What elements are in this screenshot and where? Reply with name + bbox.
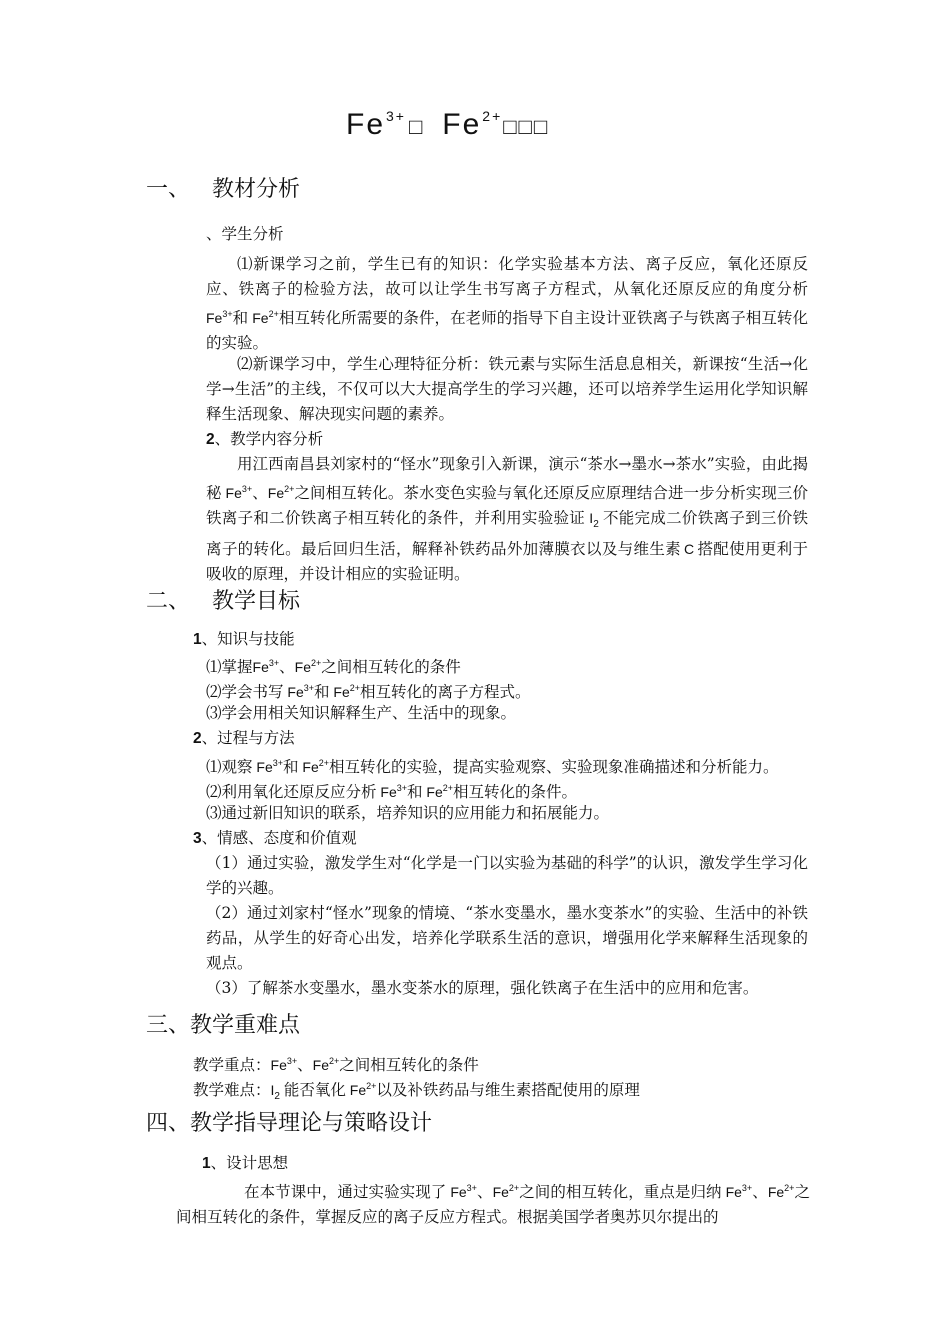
subheading-number: 2 xyxy=(206,431,215,448)
text: 、 xyxy=(297,1056,313,1074)
goal-number: 1 xyxy=(193,631,202,648)
fe2-formula: $Fe^{2+}$ xyxy=(294,658,322,675)
title-missing-glyphs: □□□ xyxy=(503,114,550,139)
subheading-text: 、教学内容分析 xyxy=(214,430,324,448)
text: 之间相互转化。茶水变色实验与氧化还原反应原理结合进一步分析实现三价铁离子和二价铁离子相互转化的条件，并利用实验验证 xyxy=(206,484,808,527)
text: 不能完成二价铁离子到三价铁离子的转化。最后回归生活，解释补铁药品外加薄膜衣以及与维生素 xyxy=(206,509,808,558)
text: 用江西南昌县刘家村的“怪水”现象引入新课，演示“茶水→墨水→茶水”实验，由此揭秘 xyxy=(206,455,808,502)
fe3-formula: $Fe^{3+}$ xyxy=(725,1183,753,1200)
text: 、 xyxy=(252,484,268,502)
text: 相互转化的离子方程式。 xyxy=(360,683,531,701)
text: 之间相互转化的条件 xyxy=(321,658,461,676)
goal-3-item-1: （1）通过实验，激发学生对“化学是一门以实验为基础的科学”的认识，激发学生学习化学的兴趣。 xyxy=(206,854,808,897)
fe3-formula: $Fe^{3+}$ xyxy=(380,783,408,800)
title-sup-2: 2+ xyxy=(482,108,503,124)
design-paragraph xyxy=(176,1176,810,1230)
section-heading-2 xyxy=(146,584,300,615)
text: 和 xyxy=(314,683,330,701)
fe3-formula: $Fe^{3+}$ xyxy=(225,484,253,501)
section-title: 教学目标 xyxy=(212,589,301,614)
subheading-content xyxy=(206,427,323,452)
title-fe: Fe xyxy=(346,108,386,141)
goal-number: 3 xyxy=(193,830,202,847)
text: 教学难点： xyxy=(193,1081,271,1099)
goal-heading-2 xyxy=(193,726,295,751)
title-sup-3: 3+ xyxy=(386,108,406,124)
text: ⑵利用氧化还原反应分析 xyxy=(206,783,377,801)
fe3-formula: $Fe^{3+}$ xyxy=(287,683,315,700)
text: 以及补铁药品与维生素搭配使用的原理 xyxy=(376,1081,640,1099)
goal-title: 、知识与技能 xyxy=(201,630,295,648)
fe2-formula: $Fe^{2+}$ xyxy=(252,309,279,326)
text: 能否氧化 xyxy=(283,1081,346,1099)
text: 、 xyxy=(752,1183,768,1201)
text: 搭配使用更利于吸收的原理，并设计相应的实验证明。 xyxy=(206,540,808,583)
goal-number: 2 xyxy=(193,730,202,747)
text: 教学重点： xyxy=(193,1056,271,1074)
paragraph-student-2: ⑵新课学习中，学生心理特征分析：铁元素与实际生活息息相关，新课按“生活→化学→生活”的主线，不仅可以大大提高学生的学习兴趣，还可以培养学生运用化学知识解释生活现象、解决现实问题的素养。 xyxy=(206,355,808,423)
fe3-formula: $Fe^{3+}$ xyxy=(206,309,233,326)
text: 、 xyxy=(476,1183,493,1201)
text: 和 xyxy=(232,309,249,327)
fe3-formula: $Fe^{3+}$ xyxy=(256,758,284,775)
text: 和 xyxy=(283,758,299,776)
fe3-formula: $Fe^{3+}$ xyxy=(450,1183,477,1200)
goal-3-item-3: （3）了解茶水变墨水，墨水变茶水的原理，强化铁离子在生活中的应用和危害。 xyxy=(206,979,759,997)
paragraph-content xyxy=(206,452,808,587)
iodine-formula: $I_2$ xyxy=(270,1082,280,1102)
text: 在本节课中，通过实验实现了 xyxy=(244,1183,447,1201)
goal-1-item-3: ⑶学会用相关知识解释生产、生活中的现象。 xyxy=(206,704,517,722)
doc-title xyxy=(346,108,549,142)
goal-title: 、情感、态度和价值观 xyxy=(201,829,357,847)
section-heading-1 xyxy=(146,172,300,203)
goal-heading-3 xyxy=(193,826,357,851)
title-missing-glyph: □ xyxy=(408,114,425,139)
fe2-formula: $Fe^{2+}$ xyxy=(426,783,454,800)
fe2-formula: $Fe^{2+}$ xyxy=(302,758,330,775)
section-number: 一、 xyxy=(146,177,191,202)
design-subheading xyxy=(202,1151,288,1176)
goal-3-item-2: （2）通过刘家村“怪水”现象的情境、“茶水变墨水，墨水变茶水”的实验、生活中的补铁药品，从学生的好奇心出发，培养化学联系生活的意识，增强用化学来解释生活现象的观点。 xyxy=(206,904,808,972)
subheading-text: 、设计思想 xyxy=(210,1154,289,1172)
section-title: 教材分析 xyxy=(212,177,301,202)
text: 相互转化的条件。 xyxy=(453,783,578,801)
fe2-formula: $Fe^{2+}$ xyxy=(492,1183,520,1200)
vitamin-c: C xyxy=(684,541,695,557)
iodine-formula: $I_2$ xyxy=(589,510,599,530)
fe3-formula: $Fe^{3+}$ xyxy=(252,658,280,675)
goal-heading-1 xyxy=(193,627,295,652)
text: ⑴掌握 xyxy=(206,658,253,676)
text: 、 xyxy=(279,658,295,676)
text: 之间相互转化的条件，掌握反应的离子反应方程式。根据美国学者奥苏贝尔提出的 xyxy=(176,1183,810,1226)
fe2-formula: $Fe^{2+}$ xyxy=(267,484,295,501)
goal-title: 、过程与方法 xyxy=(201,729,295,747)
title-fe: Fe xyxy=(442,108,482,141)
fe2-formula: $Fe^{2+}$ xyxy=(312,1056,340,1073)
text: 之间相互转化的条件 xyxy=(339,1056,479,1074)
paragraph-student-1 xyxy=(206,252,808,356)
fe2-formula: $Fe^{2+}$ xyxy=(333,683,361,700)
text: ⑴新课学习之前，学生已有的知识：化学实验基本方法、离子反应，氧化还原反应、铁离子的检验方法，故可以让学生书写离子方程式，从氧化还原反应的角度分析 xyxy=(206,255,808,298)
fe2-formula: $Fe^{2+}$ xyxy=(349,1081,377,1098)
text: ⑵学会书写 xyxy=(206,683,284,701)
text: 之间的相互转化，重点是归纳 xyxy=(519,1183,722,1201)
text: 和 xyxy=(407,783,423,801)
fe3-formula: $Fe^{3+}$ xyxy=(270,1056,298,1073)
text: 相互转化所需要的条件，在老师的指导下自主设计亚铁离子与铁离子相互转化的实验。 xyxy=(206,309,808,352)
section-heading-3: 三、教学重难点 xyxy=(146,1013,301,1038)
difficult-point xyxy=(193,1074,640,1109)
fe2-formula: $Fe^{2+}$ xyxy=(767,1183,795,1200)
section-number: 二、 xyxy=(146,589,191,614)
subheading-student: 、学生分析 xyxy=(206,225,284,243)
text: 相互转化的实验，提高实验观察、实验现象准确描述和分析能力。 xyxy=(329,758,779,776)
goal-2-item-3: ⑶通过新旧知识的联系，培养知识的应用能力和拓展能力。 xyxy=(206,804,610,822)
section-heading-4: 四、教学指导理论与策略设计 xyxy=(146,1111,433,1136)
text: ⑴观察 xyxy=(206,758,253,776)
subheading-number: 1 xyxy=(202,1155,211,1172)
